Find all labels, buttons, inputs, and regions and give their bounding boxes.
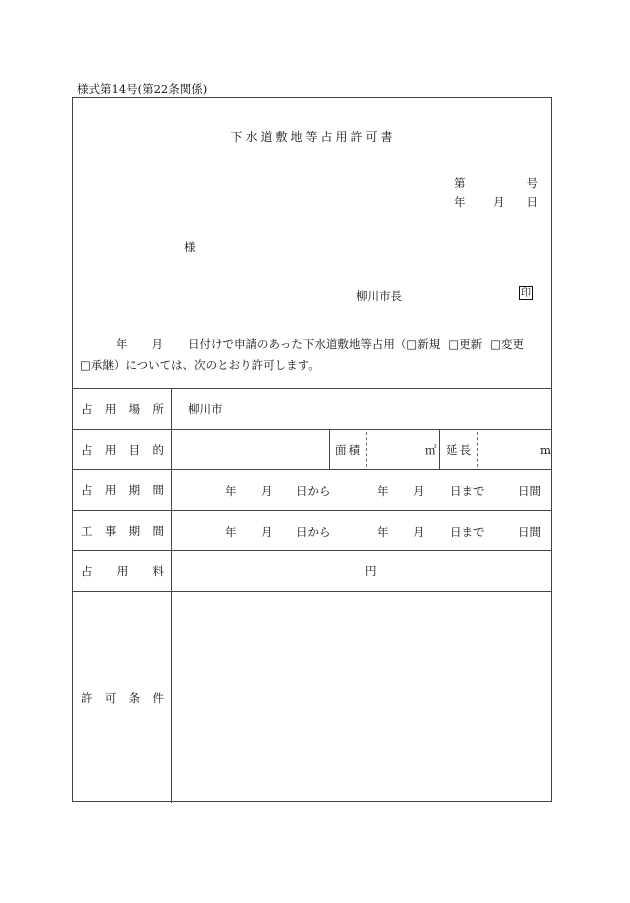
form-number: 様式第14号(第22条関係) <box>77 82 208 96</box>
value-conditions <box>172 592 551 803</box>
value-location <box>172 389 551 429</box>
option-new: □新規 <box>406 337 441 351</box>
issuer-name: 柳川市長 <box>356 289 402 303</box>
value-occupation-period: 年 月 日から 年 月 日まで 日間 <box>225 484 541 498</box>
addressee-honorific: 様 <box>184 240 196 254</box>
option-renewal: □更新 <box>448 337 483 351</box>
permit-statement <box>80 334 546 376</box>
table-row-occupation-period <box>73 470 551 511</box>
label-location: 占 用 場 所 <box>73 389 172 429</box>
value-purpose <box>172 430 551 469</box>
value-construction-period: 年 月 日から 年 月 日まで 日間 <box>225 524 541 539</box>
table-row-construction-period <box>73 511 551 551</box>
fee-unit: 円 <box>365 564 377 578</box>
number-suffix: 号 <box>526 176 538 190</box>
issue-number-and-date <box>454 175 538 213</box>
table-row-location <box>73 389 551 430</box>
statement-text-2: ）については、次のとおり許可します。 <box>113 358 320 372</box>
option-change: □変更 <box>490 337 525 351</box>
label-fee: 占 用 料 <box>73 551 172 591</box>
table-row-conditions <box>73 592 551 803</box>
option-succession: □承継 <box>80 358 114 372</box>
statement-month: 月 <box>151 337 163 351</box>
statement-year: 年 <box>116 337 128 351</box>
permit-details-table <box>73 388 551 803</box>
permit-form <box>72 97 552 802</box>
label-construction-period: 工 事 期 間 <box>73 511 172 550</box>
label-purpose: 占 用 目 的 <box>73 430 172 469</box>
table-row-fee <box>73 551 551 592</box>
label-conditions: 許 可 条 件 <box>73 592 172 803</box>
area-label: 面積 <box>335 442 362 457</box>
table-row-purpose <box>73 430 551 470</box>
document-title: 下水道敷地等占用許可書 <box>230 130 396 144</box>
date-month: 月 <box>493 195 505 209</box>
area-unit: ㎡ <box>425 442 437 457</box>
date-day: 日 <box>526 195 538 209</box>
length-label: 延長 <box>446 442 473 457</box>
statement-text-1: 日付けで申請のあった下水道敷地等占用（ <box>188 337 407 351</box>
length-unit: m <box>540 442 551 457</box>
label-occupation-period: 占 用 期 間 <box>73 470 172 510</box>
value-fee <box>172 551 551 591</box>
date-year: 年 <box>454 195 466 209</box>
seal-mark: 印 <box>521 288 531 299</box>
location-city: 柳川市 <box>188 402 223 416</box>
number-prefix: 第 <box>454 176 466 190</box>
